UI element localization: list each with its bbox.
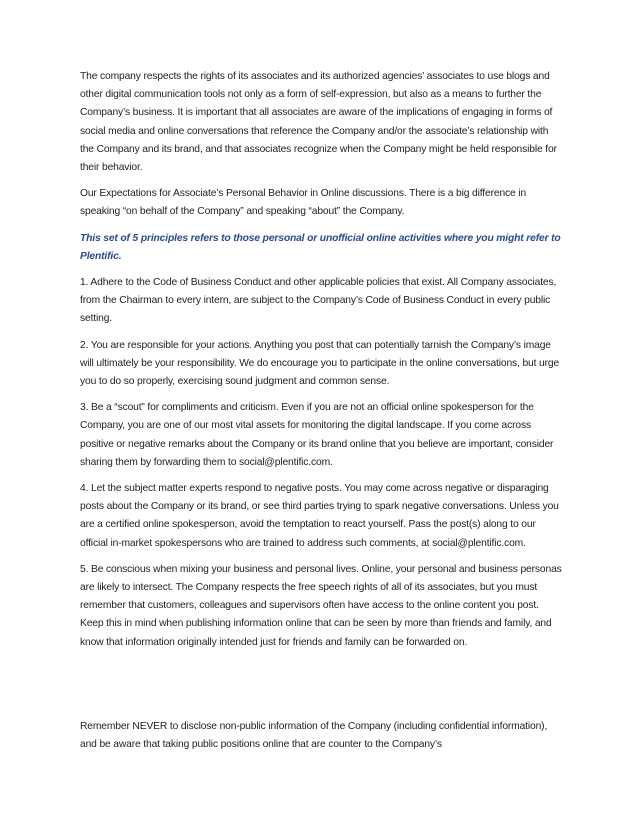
principle-3: 3. Be a “scout” for compliments and criticism. Even if you are not an official online spokesperson for the Company, you are one of our most vital assets for monitoring the digital landscape. If you come across positive or negative remarks about the Company or its brand online that you believe are important, consider sharing them by forwarding them to social@plentific.com.: [80, 402, 554, 468]
principle-2: 2. You are responsible for your actions. Anything you post that can potentially tarnish the Company’s image will ultimately be your responsibility. We do encourage you to participate in the online conversations, but urge you to do so properly, exercising sound judgment and common sense.: [80, 339, 560, 388]
principle-5: 5. Be conscious when mixing your business and personal lives. Online, your personal and business personas are likely to intersect. The Company respects the free speech rights of all of its associates, but you must remember that customers, colleagues and supervisors often have access to the online content you post. Keep this in mind when publishing information online that can be seen by more than friends and family, and know that information originally intended just for friends and family can be forwarded on.: [80, 563, 562, 648]
principles-intro: This set of 5 principles refers to those personal or unofficial online activities where you might refer to Plentific.: [80, 232, 561, 262]
blank-space: [80, 660, 562, 718]
principle-1: 1. Adhere to the Code of Business Conduct and other applicable policies that exist. All Company associates, from the Chairman to every intern, are subject to the Company’s Code of Business Conduct in every public setting.: [80, 277, 557, 325]
reminder-paragraph: Remember NEVER to disclose non-public information of the Company (including confidential information), and be aware that taking public positions online that are counter to the Company’s: [80, 720, 548, 751]
principle-4: 4. Let the subject matter experts respond to negative posts. You may come across negative or disparaging posts about the Company or its brand, or see third parties trying to spark negative conversations. Unless you are a certified online spokesperson, avoid the temptation to react yourself. Pass the post(s) along to our official in-market spokespersons who are trained to address such comments, at social@plentific.com.: [80, 483, 559, 549]
document-page: [80, 68, 562, 762]
intro-paragraph: The company respects the rights of its associates and its authorized agencies’ associates to use blogs and other digital communication tools not only as a form of self-expression, but also as a means to further the Company’s business. It is important that all associates are aware of the implications of engaging in forms of social media and online conversations that reference the Company and/or the associate’s relationship with the Company and its brand, and that associates recognize when the Company might be held responsible for their behavior.: [80, 71, 557, 174]
expectations-paragraph: Our Expectations for Associate’s Personal Behavior in Online discussions. There is a big difference in speaking “on behalf of the Company” and speaking “about” the Company.: [80, 188, 527, 218]
